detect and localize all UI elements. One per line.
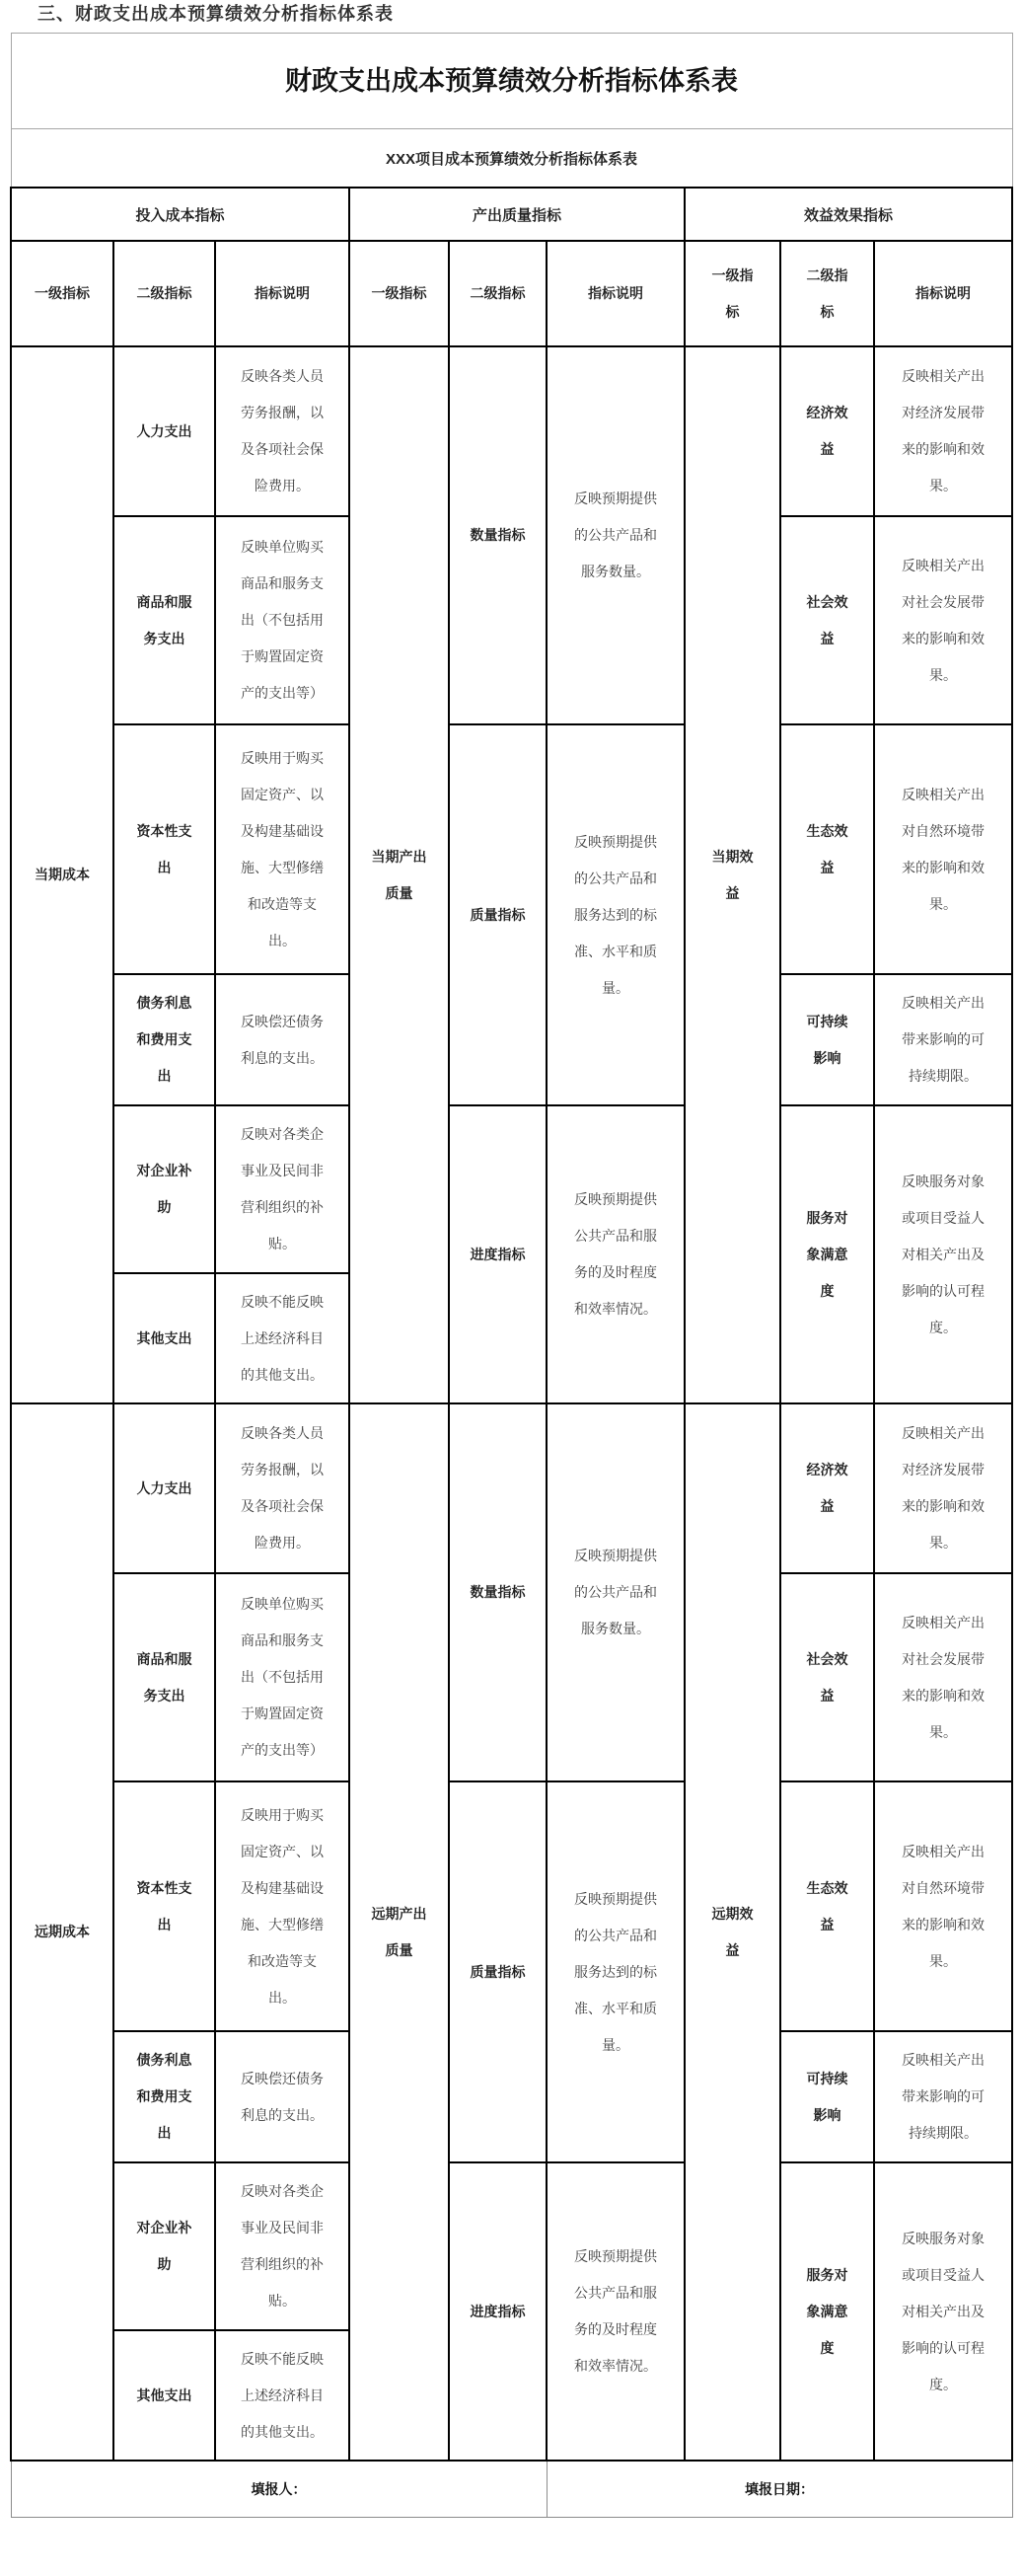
level2-output-item: 进度指标 [449,1105,547,1403]
cost-item-desc: 反映对各类企事业及民间非营利组织的补贴。 [215,1105,349,1273]
level2-benefit-item: 社会效益 [780,516,874,724]
benefit-item-desc: 反映相关产出带来影响的可持续期限。 [874,2031,1012,2162]
benefit-item-desc: 反映服务对象或项目受益人对相关产出及影响的认可程度。 [874,2162,1012,2461]
level2-cost-item: 商品和服务支出 [113,516,215,724]
level2-cost-item: 债务利息和费用支出 [113,2031,215,2162]
benefit-item-desc: 反映相关产出对社会发展带来的影响和效果。 [874,1573,1012,1781]
col-header-level2: 二级指标 [449,241,547,346]
benefit-item-desc: 反映相关产出对经济发展带来的影响和效果。 [874,346,1012,516]
level2-cost-item: 其他支出 [113,2330,215,2461]
level2-benefit-item: 可持续影响 [780,2031,874,2162]
col-header-desc: 指标说明 [547,241,685,346]
level1-current-cost: 当期成本 [11,346,113,1403]
output-item-desc: 反映预期提供的公共产品和服务数量。 [547,1403,685,1781]
level2-cost-item: 人力支出 [113,346,215,516]
level2-benefit-item: 经济效益 [780,1403,874,1573]
level2-output-item: 质量指标 [449,1781,547,2162]
col-header-level1: 一级指标 [11,241,113,346]
col-header-desc: 指标说明 [874,241,1012,346]
cost-item-desc: 反映偿还债务利息的支出。 [215,2031,349,2162]
cost-item-desc: 反映用于购买固定资产、以及构建基础设施、大型修缮和改造等支出。 [215,724,349,974]
level1-longterm-cost: 远期成本 [11,1403,113,2461]
indicator-system-table [10,33,1013,2518]
level2-output-item: 数量指标 [449,346,547,724]
output-item-desc: 反映预期提供的公共产品和服务达到的标准、水平和质量。 [547,724,685,1105]
col-header-level2: 二级指标 [113,241,215,346]
level1-longterm-benefit: 远期效益 [685,1403,780,2461]
cost-item-desc: 反映对各类企事业及民间非营利组织的补贴。 [215,2162,349,2330]
level1-current-output-quality: 当期产出质量 [349,346,449,1403]
level2-benefit-item: 可持续影响 [780,974,874,1105]
footer-filled-by: 填报人： [11,2461,547,2518]
table-title: 财政支出成本预算绩效分析指标体系表 [11,34,1012,129]
level2-output-item: 质量指标 [449,724,547,1105]
col-header-level1: 一级指标 [685,241,780,346]
cost-item-desc: 反映单位购买商品和服务支出（不包括用于购置固定资产的支出等） [215,1573,349,1781]
cost-item-desc: 反映用于购买固定资产、以及构建基础设施、大型修缮和改造等支出。 [215,1781,349,2031]
benefit-item-desc: 反映相关产出对自然环境带来的影响和效果。 [874,724,1012,974]
col-header-desc: 指标说明 [215,241,349,346]
cost-item-desc: 反映各类人员劳务报酬，以及各项社会保险费用。 [215,1403,349,1573]
cost-item-desc: 反映单位购买商品和服务支出（不包括用于购置固定资产的支出等） [215,516,349,724]
level2-output-item: 数量指标 [449,1403,547,1781]
level2-benefit-item: 服务对象满意度 [780,1105,874,1403]
level2-cost-item: 对企业补助 [113,1105,215,1273]
level2-output-item: 进度指标 [449,2162,547,2461]
level2-benefit-item: 生态效益 [780,724,874,974]
level1-longterm-output-quality: 远期产出质量 [349,1403,449,2461]
benefit-item-desc: 反映相关产出带来影响的可持续期限。 [874,974,1012,1105]
level2-cost-item: 其他支出 [113,1273,215,1403]
output-item-desc: 反映预期提供公共产品和服务的及时程度和效率情况。 [547,1105,685,1403]
benefit-item-desc: 反映服务对象或项目受益人对相关产出及影响的认可程度。 [874,1105,1012,1403]
level2-cost-item: 商品和服务支出 [113,1573,215,1781]
output-item-desc: 反映预期提供的公共产品和服务达到的标准、水平和质量。 [547,1781,685,2162]
level2-benefit-item: 服务对象满意度 [780,2162,874,2461]
footer-fill-date: 填报日期： [547,2461,1012,2518]
cost-item-desc: 反映不能反映上述经济科目的其他支出。 [215,1273,349,1403]
col-header-level2: 二级指标 [780,241,874,346]
group-header-output-quality: 产出质量指标 [349,188,685,241]
level2-cost-item: 资本性支出 [113,1781,215,2031]
level2-cost-item: 债务利息和费用支出 [113,974,215,1105]
level2-cost-item: 资本性支出 [113,724,215,974]
cost-item-desc: 反映各类人员劳务报酬，以及各项社会保险费用。 [215,346,349,516]
benefit-item-desc: 反映相关产出对自然环境带来的影响和效果。 [874,1781,1012,2031]
level1-current-benefit: 当期效益 [685,346,780,1403]
cost-item-desc: 反映不能反映上述经济科目的其他支出。 [215,2330,349,2461]
level2-benefit-item: 生态效益 [780,1781,874,2031]
benefit-item-desc: 反映相关产出对经济发展带来的影响和效果。 [874,1403,1012,1573]
group-header-input-cost: 投入成本指标 [11,188,349,241]
level2-benefit-item: 社会效益 [780,1573,874,1781]
output-item-desc: 反映预期提供公共产品和服务的及时程度和效率情况。 [547,2162,685,2461]
group-header-benefit-effect: 效益效果指标 [685,188,1012,241]
benefit-item-desc: 反映相关产出对社会发展带来的影响和效果。 [874,516,1012,724]
document-heading: 三、财政支出成本预算绩效分析指标体系表 [37,4,394,25]
level2-cost-item: 人力支出 [113,1403,215,1573]
col-header-level1: 一级指标 [349,241,449,346]
table-subtitle: XXX项目成本预算绩效分析指标体系表 [11,129,1012,189]
level2-cost-item: 对企业补助 [113,2162,215,2330]
level2-benefit-item: 经济效益 [780,346,874,516]
output-item-desc: 反映预期提供的公共产品和服务数量。 [547,346,685,724]
cost-item-desc: 反映偿还债务利息的支出。 [215,974,349,1105]
